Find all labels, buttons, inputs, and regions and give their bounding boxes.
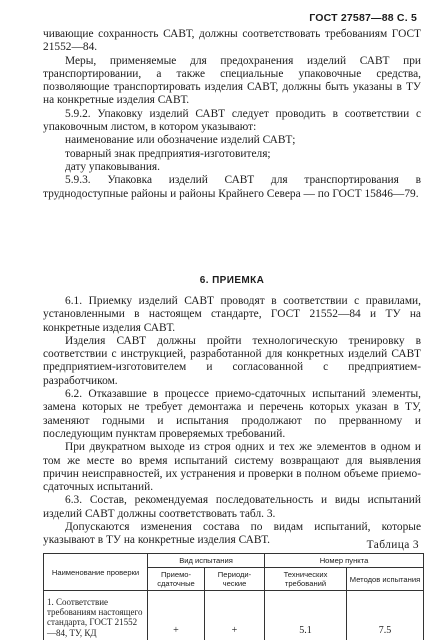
table-cell-acceptance: + (148, 591, 205, 640)
table-cell-tech-req: 5.1 (265, 591, 347, 640)
table-cell-name: 1. Соответствие требованиям настоящего стандарта, ГОСТ 21552—84, ТУ, КД (44, 591, 148, 640)
table-row (44, 591, 424, 640)
paragraph: Допускаются изменения состава по видам испытаний, которые указывают в ТУ на конкретные изделия САВТ. (43, 521, 421, 547)
packaging-section-text (43, 28, 421, 201)
tests-table (43, 553, 424, 640)
paragraph: чивающие сохранность САВТ, должны соответствовать требованиям ГОСТ 21552—84. (43, 28, 421, 54)
column-header-acceptance: Приемо-сдаточные (148, 568, 205, 591)
column-group-clause: Номер пункта (265, 554, 424, 568)
table-cell-periodic: + (205, 591, 265, 640)
list-item: дату упаковывания. (65, 160, 161, 173)
column-header-name: Наименование проверки (44, 554, 148, 591)
column-header-periodic: Периоди-ческие (205, 568, 265, 591)
paragraph: 5.9.2. Упаковку изделий САВТ следует проводить в соответствии с упаковочным листом, в котором указывают: (43, 107, 421, 134)
page-header: ГОСТ 27587—88 С. 5 (309, 12, 417, 24)
paragraph: 6.2. Отказавшие в процессе приемо-сдаточных испытаний элементы, замена которых не требует демонтажа и перечень которых указан в ТУ, заменяют годными и испытания продолжают по прерванному и последующим пунктам проверяемых требований. (43, 388, 421, 440)
paragraph: Меры, применяемые для предохранения изделий САВТ при транспортировании, а также специальные упаковочные средства, позволяющие транспортировать изделия САВТ, должны быть указаны в ТУ на конкретные изделия САВТ. (43, 54, 421, 107)
column-group-test-type: Вид испытания (148, 554, 265, 568)
list-item: товарный знак предприятия-изготовителя; (65, 147, 271, 160)
paragraph: 6.1. Приемку изделий САВТ проводят в соответствии с правилами, установленными в настоящем стандарте, ГОСТ 21552—84 и ТУ на конкретные изделия САВТ. (43, 295, 421, 334)
section-title: 6. ПРИЕМКА (199, 275, 265, 286)
column-header-methods: Методов испытания (347, 568, 424, 591)
column-header-tech-req: Технических требований (265, 568, 347, 591)
paragraph: 5.9.3. Упаковка изделий САВТ для транспортирования в труднодоступные районы и районы Крайнего Севера — по ГОСТ 15846—79. (43, 174, 421, 200)
list-item: наименование или обозначение изделий САВТ; (65, 134, 296, 147)
table-caption: Таблица 3 (366, 539, 419, 551)
paragraph: 6.3. Состав, рекомендуемая последовательность и виды испытаний изделий САВТ должны соответствовать табл. 3. (43, 494, 421, 520)
paragraph: При двукратном выходе из строя одних и тех же элементов в одном и том же месте во время испытаний систему возвращают для выявления причин неисправностей, их устранения и проверки в полном объеме приемо-сдаточных испытаний. (43, 441, 421, 494)
acceptance-section-text (43, 295, 421, 548)
table-cell-methods: 7.5 (347, 591, 424, 640)
paragraph: Изделия САВТ должны пройти технологическую тренировку в соответствии с инструкцией, разработанной для конкретных изделий САВТ предприятием-изготовителем и согласованной с предприятием-разработчиком. (43, 334, 421, 387)
